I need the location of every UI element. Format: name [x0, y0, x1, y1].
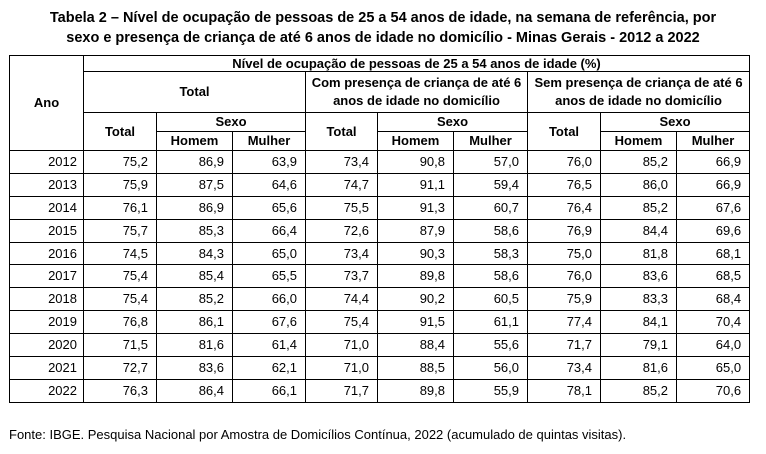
cell-value: 70,4: [677, 311, 750, 334]
cell-value: 86,9: [157, 196, 233, 219]
header-main: Nível de ocupação de pessoas de 25 a 54 anos de idade (%): [84, 56, 750, 72]
table-body: [10, 151, 750, 403]
header-mulher-1: Mulher: [233, 132, 306, 151]
cell-value: 84,1: [601, 311, 677, 334]
table-row: [10, 379, 750, 402]
cell-value: 68,5: [677, 265, 750, 288]
cell-value: 65,5: [233, 265, 306, 288]
table-row: [10, 242, 750, 265]
table-row: [10, 151, 750, 174]
cell-value: 71,7: [306, 379, 378, 402]
cell-value: 72,7: [84, 357, 157, 380]
cell-value: 65,0: [677, 357, 750, 380]
cell-value: 73,7: [306, 265, 378, 288]
cell-value: 75,2: [84, 151, 157, 174]
cell-value: 73,4: [306, 151, 378, 174]
cell-value: 90,3: [378, 242, 454, 265]
cell-value: 81,8: [601, 242, 677, 265]
header-total-2: Total: [306, 113, 378, 151]
cell-value: 68,1: [677, 242, 750, 265]
cell-value: 76,4: [528, 196, 601, 219]
cell-value: 66,4: [233, 219, 306, 242]
cell-value: 76,1: [84, 196, 157, 219]
cell-value: 83,3: [601, 288, 677, 311]
header-total-1: Total: [84, 113, 157, 151]
header-sexo-3: Sexo: [601, 113, 750, 132]
table-row: [10, 219, 750, 242]
cell-value: 68,4: [677, 288, 750, 311]
cell-value: 76,0: [528, 151, 601, 174]
cell-value: 87,5: [157, 173, 233, 196]
cell-value: 74,4: [306, 288, 378, 311]
cell-value: 66,9: [677, 173, 750, 196]
cell-value: 77,4: [528, 311, 601, 334]
table-row: [10, 357, 750, 380]
cell-value: 87,9: [378, 219, 454, 242]
table-row: [10, 311, 750, 334]
cell-value: 86,1: [157, 311, 233, 334]
cell-value: 63,9: [233, 151, 306, 174]
cell-year: 2017: [10, 265, 84, 288]
cell-value: 75,4: [84, 288, 157, 311]
cell-value: 91,1: [378, 173, 454, 196]
table-row: [10, 196, 750, 219]
cell-value: 75,9: [528, 288, 601, 311]
cell-value: 71,0: [306, 357, 378, 380]
cell-value: 75,4: [306, 311, 378, 334]
cell-year: 2012: [10, 151, 84, 174]
header-sexo-1: Sexo: [157, 113, 306, 132]
header-group-com: Com presença de criança de até 6 anos de idade no domicílio: [306, 72, 528, 113]
cell-year: 2021: [10, 357, 84, 380]
cell-year: 2018: [10, 288, 84, 311]
cell-value: 60,7: [454, 196, 528, 219]
cell-year: 2022: [10, 379, 84, 402]
cell-year: 2019: [10, 311, 84, 334]
cell-value: 64,0: [677, 334, 750, 357]
cell-value: 66,9: [677, 151, 750, 174]
cell-value: 76,5: [528, 173, 601, 196]
cell-value: 71,5: [84, 334, 157, 357]
data-table: [9, 55, 750, 403]
cell-value: 84,4: [601, 219, 677, 242]
cell-value: 76,0: [528, 265, 601, 288]
cell-value: 88,4: [378, 334, 454, 357]
cell-value: 73,4: [306, 242, 378, 265]
cell-value: 83,6: [601, 265, 677, 288]
cell-value: 79,1: [601, 334, 677, 357]
cell-value: 71,7: [528, 334, 601, 357]
cell-value: 58,6: [454, 219, 528, 242]
cell-value: 56,0: [454, 357, 528, 380]
cell-year: 2015: [10, 219, 84, 242]
cell-value: 74,5: [84, 242, 157, 265]
cell-value: 83,6: [157, 357, 233, 380]
header-mulher-2: Mulher: [454, 132, 528, 151]
cell-value: 75,5: [306, 196, 378, 219]
cell-value: 66,0: [233, 288, 306, 311]
cell-value: 85,2: [601, 196, 677, 219]
cell-value: 75,7: [84, 219, 157, 242]
cell-value: 85,2: [157, 288, 233, 311]
cell-value: 60,5: [454, 288, 528, 311]
source-note: Fonte: IBGE. Pesquisa Nacional por Amostra de Domicílios Contínua, 2022 (acumulado de quintas visitas).: [9, 427, 627, 442]
cell-value: 58,3: [454, 242, 528, 265]
cell-value: 64,6: [233, 173, 306, 196]
cell-value: 66,1: [233, 379, 306, 402]
title-line-2: sexo e presença de criança de até 6 anos de idade no domicílio - Minas Gerais - 2012 a 2022: [66, 30, 700, 46]
cell-value: 75,0: [528, 242, 601, 265]
table-row: [10, 334, 750, 357]
cell-value: 90,2: [378, 288, 454, 311]
cell-value: 69,6: [677, 219, 750, 242]
cell-value: 85,2: [601, 379, 677, 402]
cell-value: 55,9: [454, 379, 528, 402]
table-row: [10, 265, 750, 288]
cell-value: 58,6: [454, 265, 528, 288]
header-homem-2: Homem: [378, 132, 454, 151]
cell-year: 2013: [10, 173, 84, 196]
table-row: [10, 288, 750, 311]
cell-value: 85,4: [157, 265, 233, 288]
cell-value: 61,4: [233, 334, 306, 357]
cell-year: 2016: [10, 242, 84, 265]
cell-value: 89,8: [378, 265, 454, 288]
cell-value: 78,1: [528, 379, 601, 402]
cell-value: 65,6: [233, 196, 306, 219]
cell-value: 67,6: [233, 311, 306, 334]
cell-value: 61,1: [454, 311, 528, 334]
cell-value: 57,0: [454, 151, 528, 174]
cell-value: 62,1: [233, 357, 306, 380]
header-homem-3: Homem: [601, 132, 677, 151]
table-title: [0, 8, 766, 48]
cell-value: 86,9: [157, 151, 233, 174]
header-sexo-2: Sexo: [378, 113, 528, 132]
cell-value: 74,7: [306, 173, 378, 196]
cell-value: 71,0: [306, 334, 378, 357]
cell-value: 84,3: [157, 242, 233, 265]
header-homem-1: Homem: [157, 132, 233, 151]
header-group-sem: Sem presença de criança de até 6 anos de idade no domicílio: [528, 72, 750, 113]
cell-value: 72,6: [306, 219, 378, 242]
cell-value: 75,4: [84, 265, 157, 288]
header-total-3: Total: [528, 113, 601, 151]
cell-value: 90,8: [378, 151, 454, 174]
cell-value: 76,9: [528, 219, 601, 242]
cell-value: 88,5: [378, 357, 454, 380]
cell-value: 91,3: [378, 196, 454, 219]
cell-value: 76,3: [84, 379, 157, 402]
header-ano: Ano: [10, 56, 84, 151]
cell-value: 75,9: [84, 173, 157, 196]
cell-value: 91,5: [378, 311, 454, 334]
cell-value: 86,0: [601, 173, 677, 196]
header-mulher-3: Mulher: [677, 132, 750, 151]
cell-value: 65,0: [233, 242, 306, 265]
cell-value: 85,2: [601, 151, 677, 174]
cell-value: 55,6: [454, 334, 528, 357]
title-line-1: Tabela 2 – Nível de ocupação de pessoas de 25 a 54 anos de idade, na semana de referência, por: [49, 10, 717, 26]
table-row: [10, 173, 750, 196]
cell-value: 81,6: [157, 334, 233, 357]
cell-value: 85,3: [157, 219, 233, 242]
cell-value: 76,8: [84, 311, 157, 334]
cell-year: 2020: [10, 334, 84, 357]
cell-year: 2014: [10, 196, 84, 219]
header-group-total: Total: [84, 72, 306, 113]
cell-value: 89,8: [378, 379, 454, 402]
cell-value: 86,4: [157, 379, 233, 402]
cell-value: 81,6: [601, 357, 677, 380]
cell-value: 67,6: [677, 196, 750, 219]
cell-value: 59,4: [454, 173, 528, 196]
cell-value: 70,6: [677, 379, 750, 402]
cell-value: 73,4: [528, 357, 601, 380]
